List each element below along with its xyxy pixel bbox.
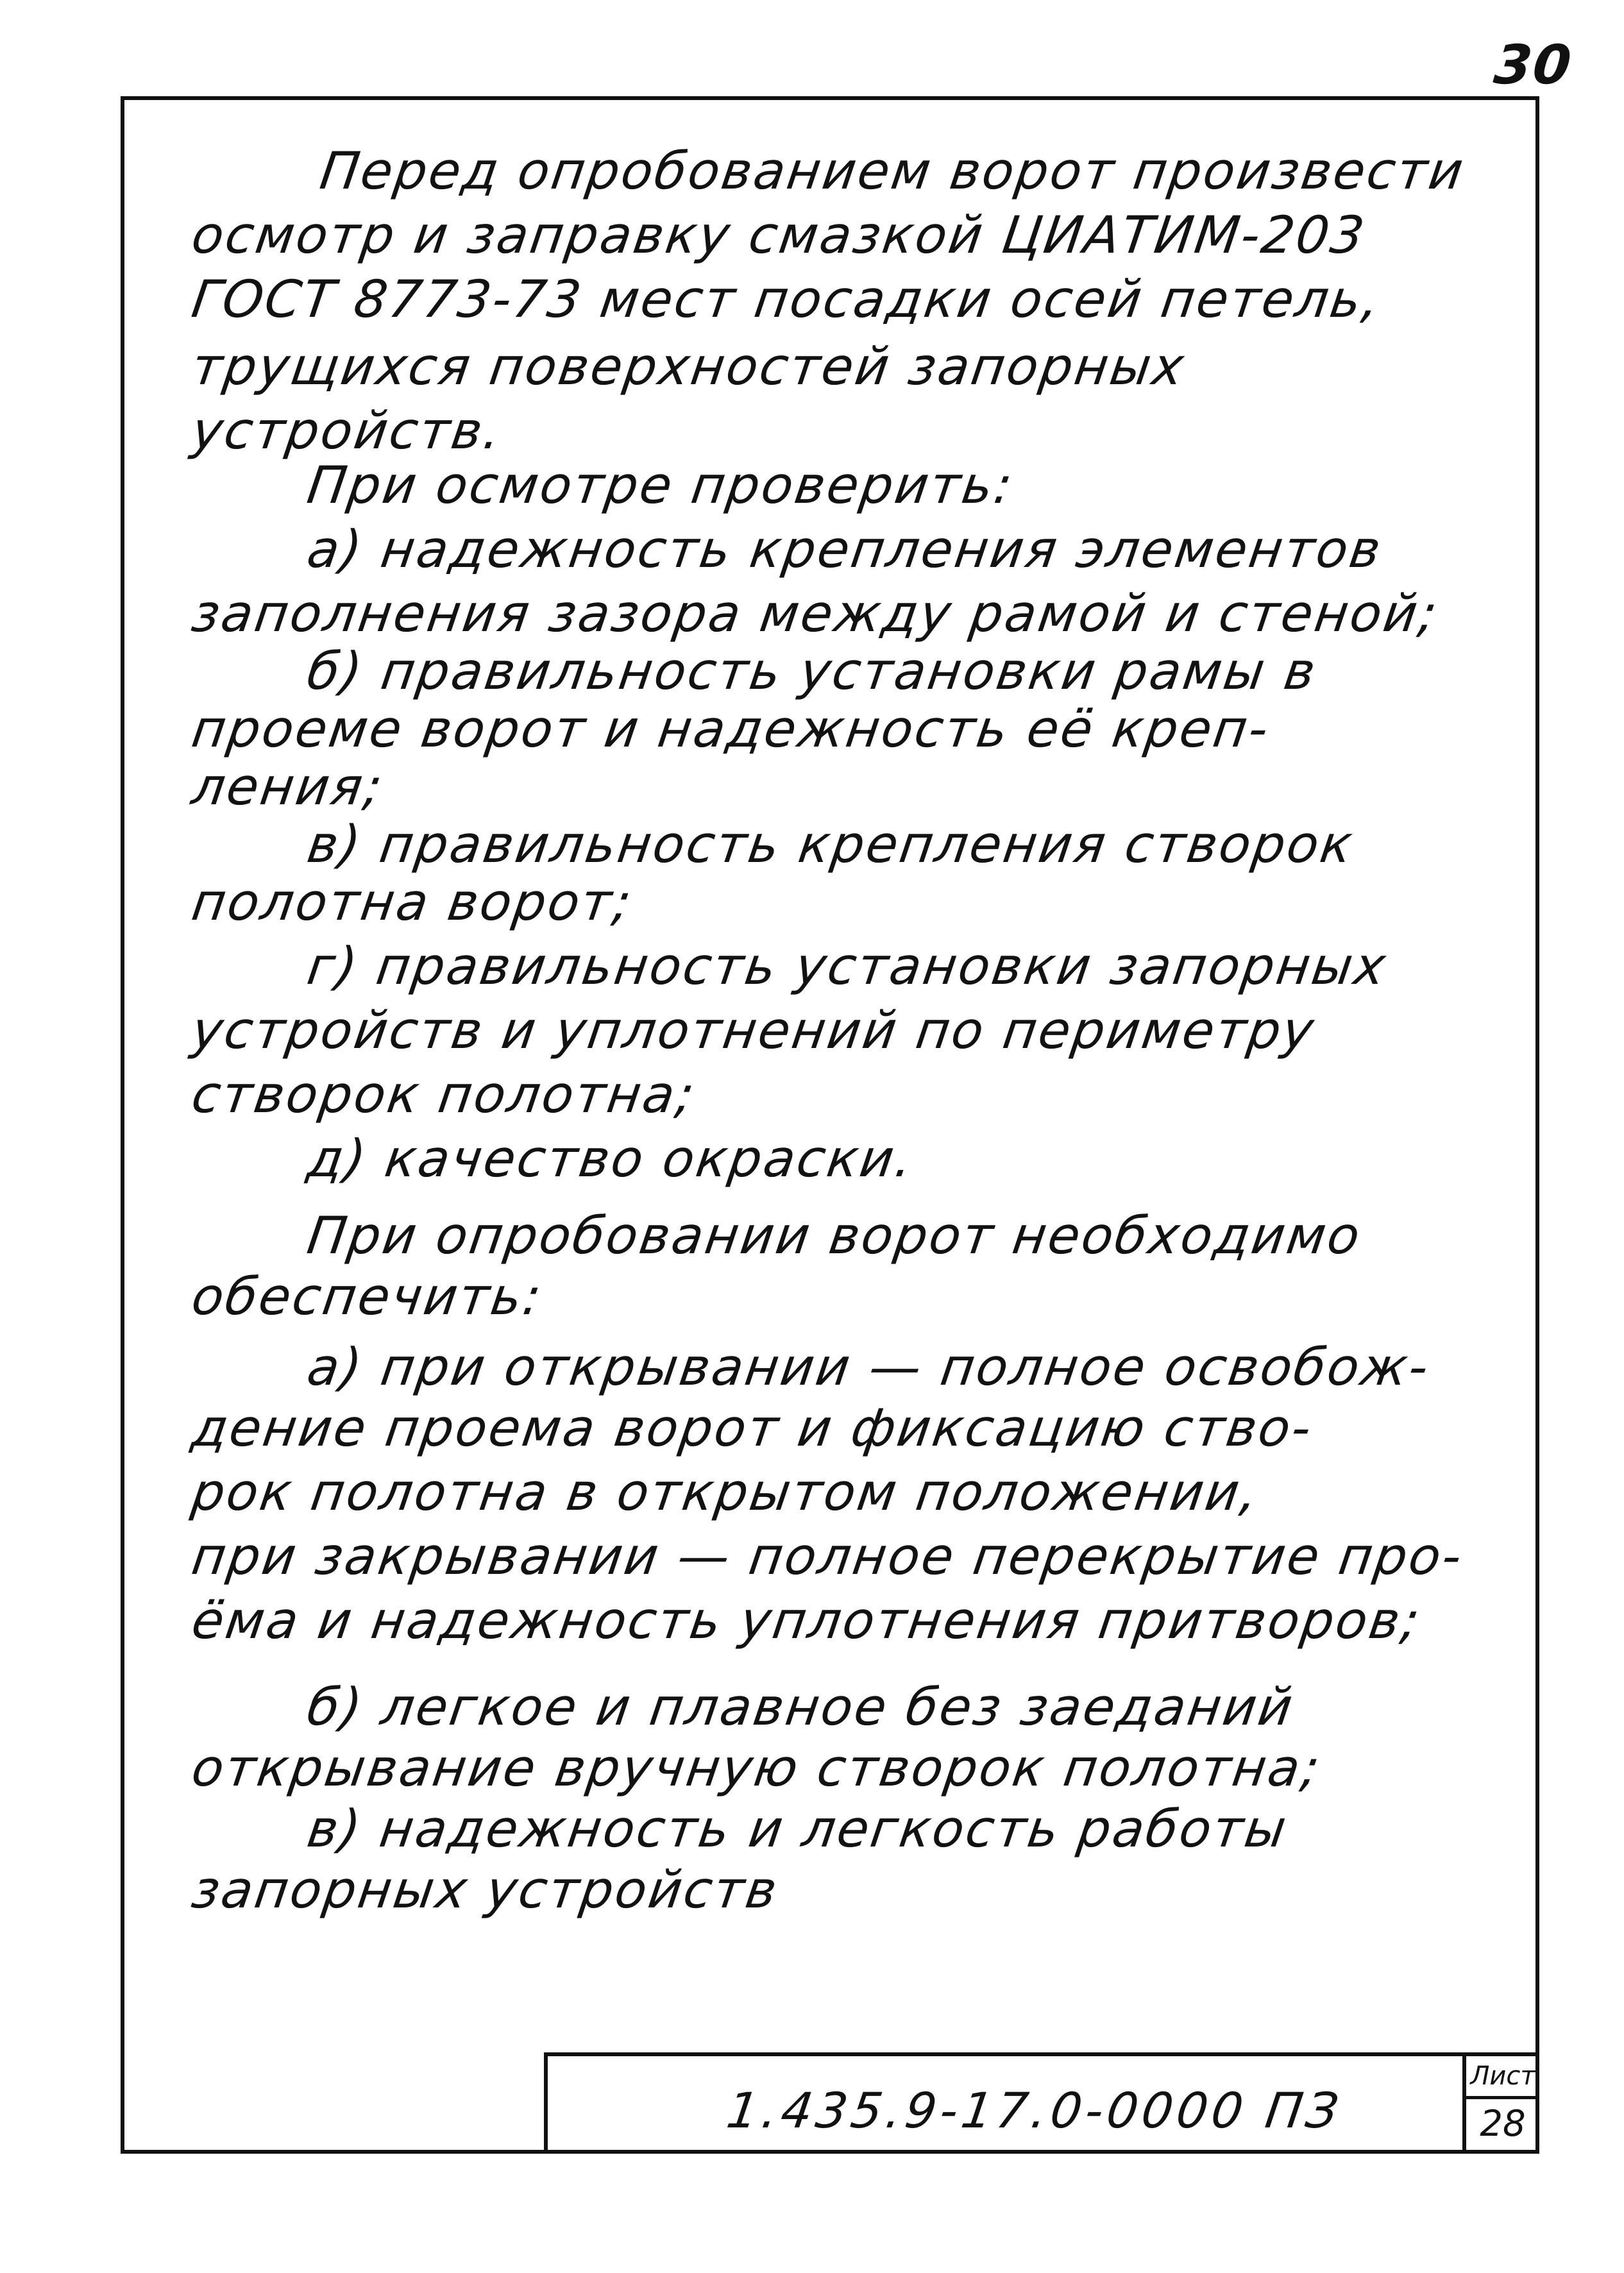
text-line: обеспечить: bbox=[188, 1267, 547, 1326]
sheet-number: 28 bbox=[1480, 2103, 1526, 2145]
page-number: 30 bbox=[1491, 33, 1576, 96]
text-line: проеме ворот и надежность её креп- bbox=[188, 699, 1274, 759]
text-line: в) надежность и легкость работы bbox=[303, 1799, 1292, 1859]
text-line: запорных устройств bbox=[188, 1860, 782, 1920]
document-code: 1.435.9-17.0-0000 ПЗ bbox=[723, 2082, 1346, 2139]
text-line: Перед опробованием ворот произвести bbox=[316, 141, 1469, 201]
text-line: б) правильность установки рамы в bbox=[303, 641, 1321, 701]
text-line: дение проема ворот и фиксацию ство- bbox=[188, 1398, 1317, 1458]
text-line: устройств. bbox=[188, 401, 507, 461]
text-line: при закрывании — полное перекрытие про- bbox=[188, 1526, 1468, 1586]
title-block bbox=[544, 2052, 1539, 2154]
text-line: заполнения зазора между рамой и стеной; bbox=[188, 584, 1442, 643]
text-line: а) при открывании — полное освобож- bbox=[303, 1337, 1434, 1397]
text-line: открывание вручную створок полотна; bbox=[188, 1738, 1325, 1798]
text-line: ГОСТ 8773-73 мест посадки осей петель, bbox=[188, 269, 1385, 329]
text-line: ления; bbox=[188, 757, 388, 816]
text-line: г) правильность установки запорных bbox=[303, 936, 1391, 996]
text-line: устройств и уплотнений по периметру bbox=[188, 1001, 1319, 1060]
text-line: створок полотна; bbox=[188, 1065, 700, 1124]
text-line: а) надежность крепления элементов bbox=[303, 520, 1387, 579]
text-line: рок полотна в открытом положении, bbox=[188, 1462, 1264, 1522]
text-line: ёма и надежность уплотнения притворов; bbox=[188, 1591, 1425, 1650]
sheet-label: Лист bbox=[1466, 2056, 1539, 2099]
text-line: полотна ворот; bbox=[188, 872, 637, 932]
text-line: При опробовании ворот необходимо bbox=[303, 1206, 1366, 1265]
text-line: д) качество окраски. bbox=[303, 1129, 918, 1188]
sheet-box bbox=[1462, 2056, 1539, 2154]
text-line: б) легкое и плавное без заеданий bbox=[303, 1677, 1298, 1737]
text-line: При осмотре проверить: bbox=[303, 455, 1019, 515]
text-line: осмотр и заправку смазкой ЦИАТИМ-203 bbox=[188, 205, 1370, 265]
text-line: в) правильность крепления створок bbox=[303, 815, 1358, 874]
text-line: трущихся поверхностей запорных bbox=[188, 337, 1190, 396]
